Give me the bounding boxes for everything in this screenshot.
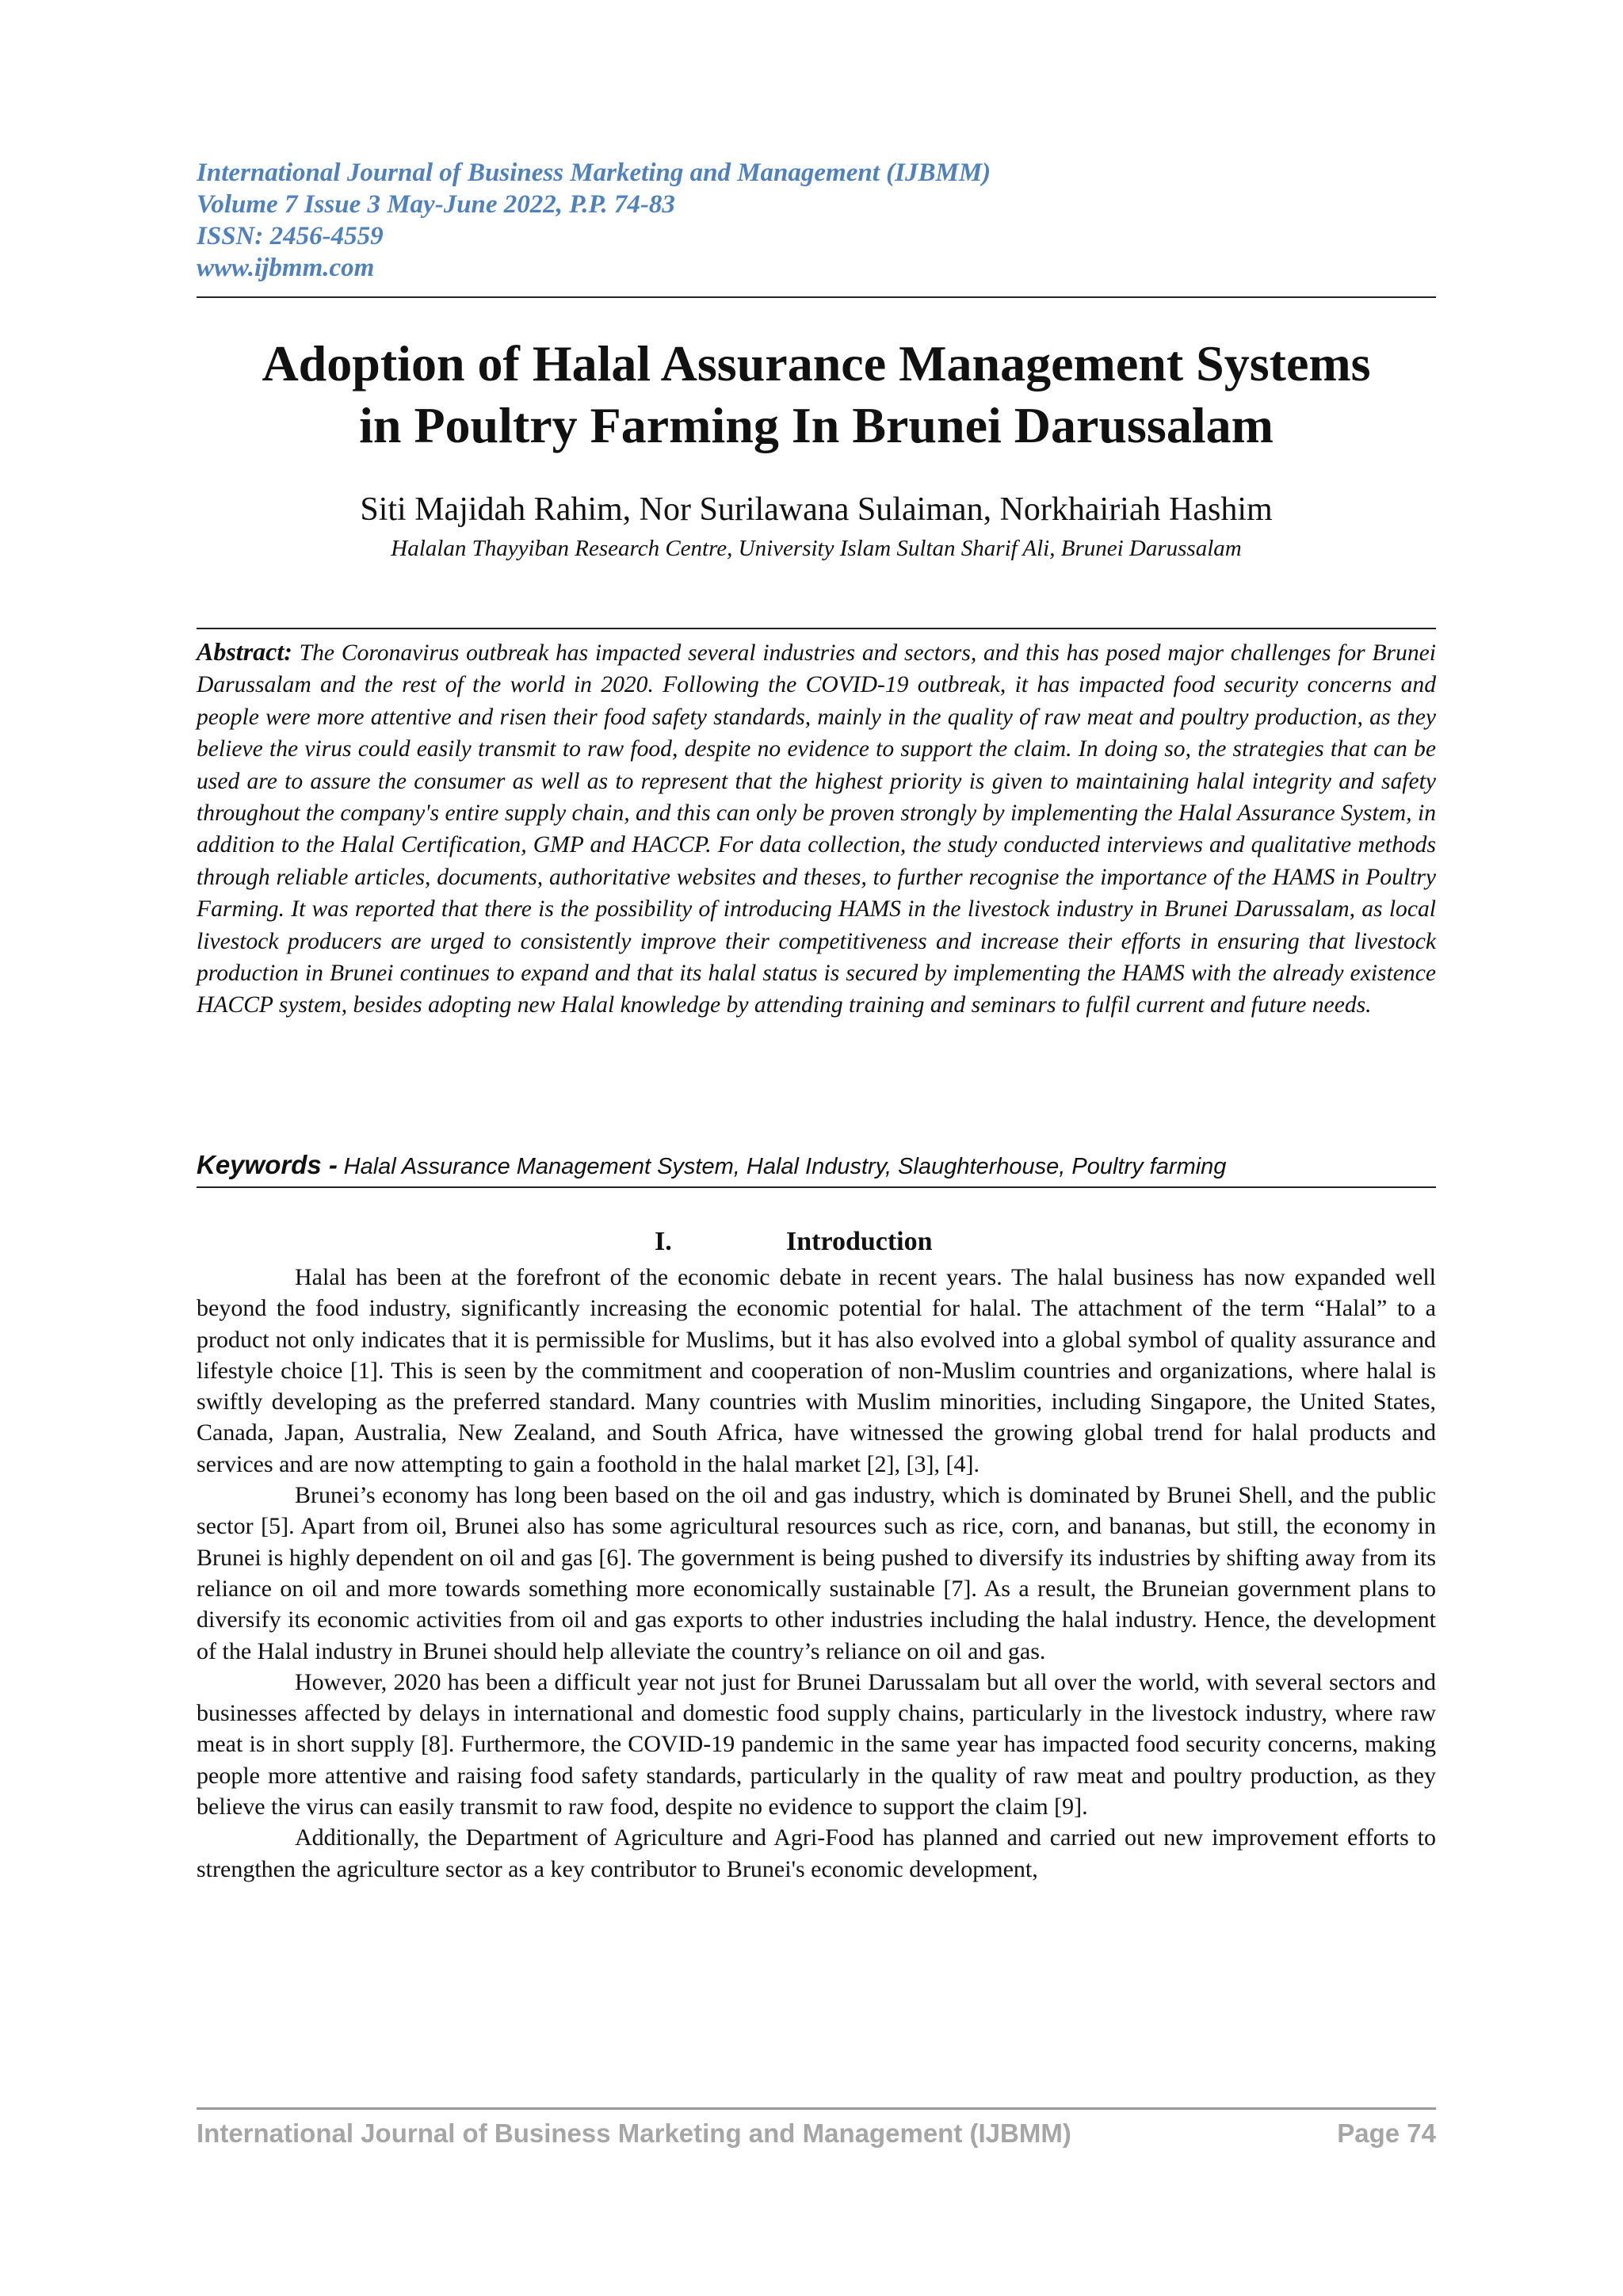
- paper-title-line-1: Adoption of Halal Assurance Management Systems: [262, 335, 1371, 392]
- author-list: Siti Majidah Rahim, Nor Surilawana Sulaiman, Norkhairiah Hashim: [360, 491, 1273, 528]
- keywords-block: [197, 1149, 1436, 1182]
- body-paragraph-4: Additionally, the Department of Agriculture and Agri-Food has planned and carried out new improvement efforts to strengthen the agriculture sector as a key contributor to Brunei's economic development,: [197, 1824, 1436, 1882]
- journal-issn: ISSN: 2456-4559: [197, 222, 384, 250]
- body-paragraph-3: However, 2020 has been a difficult year not just for Brunei Darussalam but all over the world, with several sectors and businesses affected by delays in international and domestic food supply chains, particularly in the livestock industry, where raw meat is in short supply [8]. Furthermore, the COVID-19 pandemic in the same year has impacted food security concerns, making people more attentive and raising food safety standards, particularly in the quality of raw meat and poultry production, as they believe the virus can easily transmit to raw food, despite no evidence to support the claim [9].: [197, 1668, 1436, 1820]
- journal-name: International Journal of Business Marketing and Management (IJBMM): [197, 159, 991, 187]
- abstract-text: The Coronavirus outbreak has impacted several industries and sectors, and this has posed major challenges for Brunei Darussalam and the rest of the world in 2020. Following the COVID-19 outbreak, it has impacted food security concerns and people were more attentive and risen their food safety standards, mainly in the quality of raw meat and poultry production, as they believe the virus could easily transmit to raw food, despite no evidence to support the claim. In doing so, the strategies that can be used are to assure the consumer as well as to represent that the highest priority is given to maintaining halal integrity and safety throughout the company's entire supply chain, and this can only be proven strongly by implementing the Halal Assurance System, in addition to the Halal Certification, GMP and HACCP. For data collection, the study conducted interviews and qualitative methods through reliable articles, documents, authoritative websites and theses, to further recognise the importance of the HAMS in Poultry Farming. It was reported that there is the possibility of introducing HAMS in the livestock industry in Brunei Darussalam, as local livestock producers are urged to consistently improve their competitiveness and increase their efforts in ensuring that livestock production in Brunei continues to expand and that its halal status is secured by implementing the HAMS with the already existence HACCP system, besides adopting new Halal knowledge by attending training and seminars to fulfil current and future needs.: [197, 640, 1437, 1018]
- section-number: I.: [655, 1227, 672, 1256]
- header-rule: [197, 296, 1436, 298]
- journal-volume: Volume 7 Issue 3 May-June 2022, P.P. 74-83: [197, 190, 675, 219]
- author-affiliation: Halalan Thayyiban Research Centre, University Islam Sultan Sharif Ali, Brunei Darussalam: [391, 536, 1242, 561]
- footer-rule: [197, 2107, 1436, 2110]
- footer-journal-name: International Journal of Business Marketing and Management (IJBMM): [197, 2118, 1071, 2148]
- journal-website[interactable]: www.ijbmm.com: [197, 254, 375, 282]
- abstract-label: Abstract:: [197, 637, 292, 666]
- section-title: Introduction: [786, 1227, 933, 1256]
- abstract-block: [197, 636, 1436, 1022]
- journal-header: [197, 157, 1436, 284]
- paper-title-line-2: in Poultry Farming In Brunei Darussalam: [359, 397, 1274, 453]
- body-paragraph-2: Brunei’s economy has long been based on the oil and gas industry, which is dominated by Brunei Shell, and the public sector [5]. Apart from oil, Brunei also has some agricultural resources such as rice, corn, and bananas, but still, the economy in Brunei is highly dependent on oil and gas [6]. The government is being pushed to diversify its industries by shifting away from its reliance on oil and more towards something more economically sustainable [7]. As a result, the Bruneian government plans to diversify its economic activities from oil and gas exports to other industries including the halal industry. Hence, the development of the Halal industry in Brunei should help alleviate the country’s reliance on oil and gas.: [197, 1482, 1436, 1664]
- keywords-rule: [197, 1186, 1436, 1188]
- body-paragraph-1: Halal has been at the forefront of the economic debate in recent years. The halal business has now expanded well beyond the food industry, significantly increasing the economic potential for halal. The attachment of the term “Halal” to a product not only indicates that it is permissible for Muslims, but it has also evolved into a global symbol of quality assurance and lifestyle choice [1]. This is seen by the commitment and cooperation of non-Muslim countries and organizations, where halal is swiftly developing as the preferred standard. Many countries with Muslim minorities, including Singapore, the United States, Canada, Japan, Australia, New Zealand, and South Africa, have witnessed the growing global trend for halal products and services and are now attempting to gain a foothold in the halal market [2], [3], [4].: [197, 1264, 1436, 1477]
- section-body: [197, 1262, 1436, 1885]
- keywords-text: Halal Assurance Management System, Halal Industry, Slaughterhouse, Poultry farming: [343, 1154, 1227, 1179]
- paper-title: [197, 333, 1436, 457]
- abstract-top-rule: [197, 628, 1436, 629]
- keywords-label: Keywords -: [197, 1150, 338, 1179]
- footer-page-number: Page 74: [1337, 2118, 1436, 2148]
